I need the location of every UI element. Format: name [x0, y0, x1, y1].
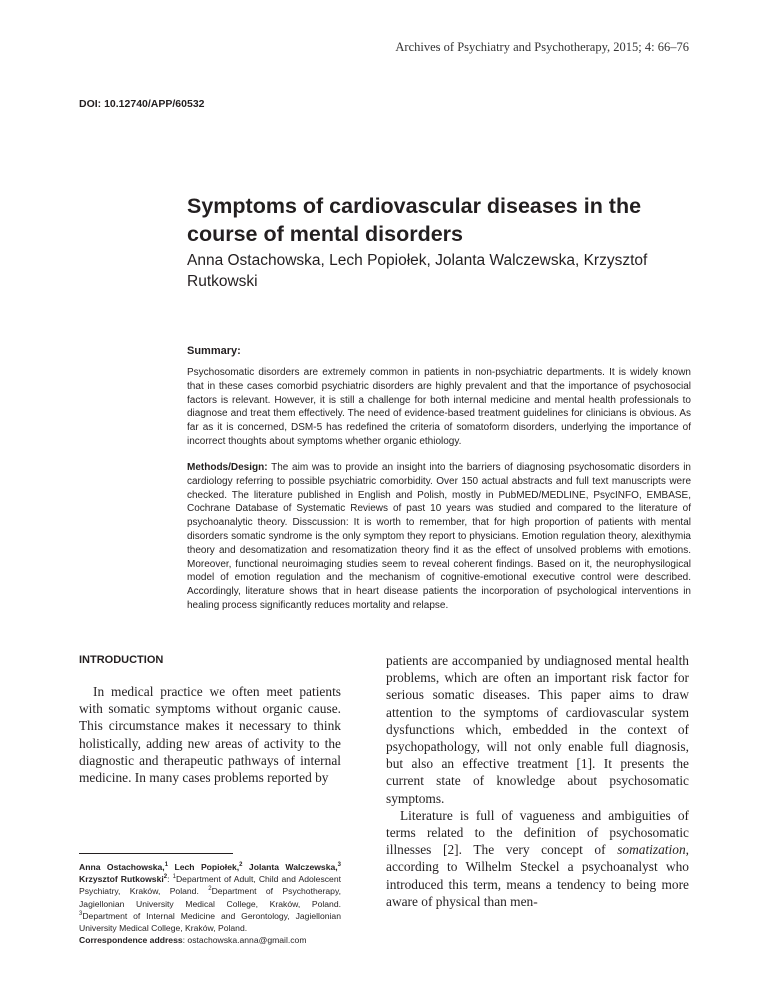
- fn-sup-4: 2: [163, 874, 168, 881]
- affil-sup-3: 3: [79, 910, 83, 917]
- intro-paragraph-1-continued: patients are accompanied by undiagnosed mental health problems, which are often an important risk factor for serious somatic diseases. This paper aims to draw attention to the symptoms of cardiovascular system dysfunctions which, embedded in the context of psychopathology, will not only enable full diagnosis, but also an effective treatment [1]. It presents the current state of knowledge about psychosomatic symptoms.: [386, 653, 689, 806]
- p2-after: , according to Wilhelm Steckel a psychoanalyst who introduced this term, means a tendency to being more aware of physical than men-: [386, 842, 689, 909]
- fn-author-2: Lech Popiołek,: [168, 862, 240, 872]
- doi: DOI: 10.12740/APP/60532: [79, 98, 205, 110]
- methods-text: The aim was to provide an insight into the barriers of diagnosing psychosomatic disorders in cardiology referring to possible psychiatric comorbidity. Over 150 actual abstracts and full text manuscripts were checked. The literature published in English and Polish, mostly in PubMED/MEDLINE, PsycINFO, EMBASE, Cochrane Database of Systematic Reviews of past 10 years was studied and compared to the literature of psychoanalytic theory. Disscussion: It is worth to remember, that for high proportion of patients with mental disorders somatic syndrome is the only symptom they report to physicians. Emotion regulation theory, alexithymia theory and desomatization and resomatization theory find it as the effect of unsolved problems with emotions. Moreover, functional neuroimaging studies seem to reveal coherent findings. Based on it, the neurophysilogical model of emotion regulation and the mechanism of cognitive-emotional executive control were described. Accordingly, literature shows that in heart disease patients the incorporation of psychological interventions in healing process significantly reduces mortality and relapse.: [187, 462, 691, 611]
- fn-author-4: Krzysztof Rutkowski: [79, 874, 164, 885]
- intro-heading: INTRODUCTION: [79, 654, 164, 666]
- summary-text: Psychosomatic disorders are extremely common in patients in non-psychiatric departments. It is widely known that in these cases comorbid psychiatric disorders are highly prevalent and that the importance of psychosocial factors is relevant. However, it is still a challenge for both internal medicine and mental health professionals to diagnose and treat them effectively. The need of evidence-based treatment guidelines for clinicians is obvious. As far as it is concerned, DSM-5 has redefined the criteria of somatoform disorders, underlying the importance of incorrect thoughts about symptoms whether organic ethiology.: [187, 367, 691, 447]
- intro-paragraph-1: In medical practice we often meet patients with somatic symptoms without organic cause. This circumstance makes it necessary to think holistically, adding new areas of activity to the diagnostic and therapeutic pathways of internal medicine. In many cases problems reported by: [79, 684, 341, 786]
- fn-sup-2: 2: [239, 862, 243, 869]
- affil-sup-2: 2: [208, 886, 212, 893]
- intro-paragraph-2: [386, 807, 689, 910]
- fn-colon: :: [167, 874, 170, 885]
- journal-citation: Archives of Psychiatry and Psychotherapy, 2015; 4: 66–76: [395, 40, 689, 54]
- fn-sup-3: 3: [337, 862, 341, 869]
- summary-heading: Summary:: [187, 345, 241, 357]
- fn-author-3: Jolanta Walczewska,: [242, 862, 338, 872]
- affiliation-3: Department of Internal Medicine and Gerontology, Jagiellonian University Medical College, Kraków, Poland.: [79, 910, 341, 934]
- affiliations: [79, 861, 341, 946]
- affiliation-2: Department of Psychotherapy, Jagiellonian University Medical College, Kraków, Poland.: [79, 886, 342, 909]
- methods-paragraph: [187, 461, 691, 613]
- affiliation-1: Department of Adult, Child and Adolescent Psychiatry, Kraków, Poland.: [79, 874, 341, 897]
- correspondence-email[interactable]: : ostachowska.anna@gmail.com: [182, 935, 307, 946]
- article-title: Symptoms of cardiovascular diseases in the course of mental disorders: [187, 194, 642, 246]
- methods-label: Methods/Design:: [187, 462, 268, 473]
- left-column: [79, 654, 341, 786]
- term-somatization: somatization: [617, 842, 686, 858]
- fn-sup-1: 1: [164, 862, 169, 869]
- footnote-rule: [79, 853, 233, 854]
- p2-before: Literature is full of vagueness and ambiguities of terms related to the definition of psychosomatic illnesses [2]. The very concept of: [386, 807, 689, 858]
- right-column: [386, 652, 689, 910]
- fn-author-1: Anna Ostachowska,: [79, 862, 165, 872]
- correspondence-label: Correspondence address: [79, 935, 183, 946]
- author-list: Anna Ostachowska, Lech Popiołek, Jolanta Walczewska, Krzysztof Rutkowski: [187, 252, 648, 290]
- affil-sup-1: 1: [172, 874, 176, 881]
